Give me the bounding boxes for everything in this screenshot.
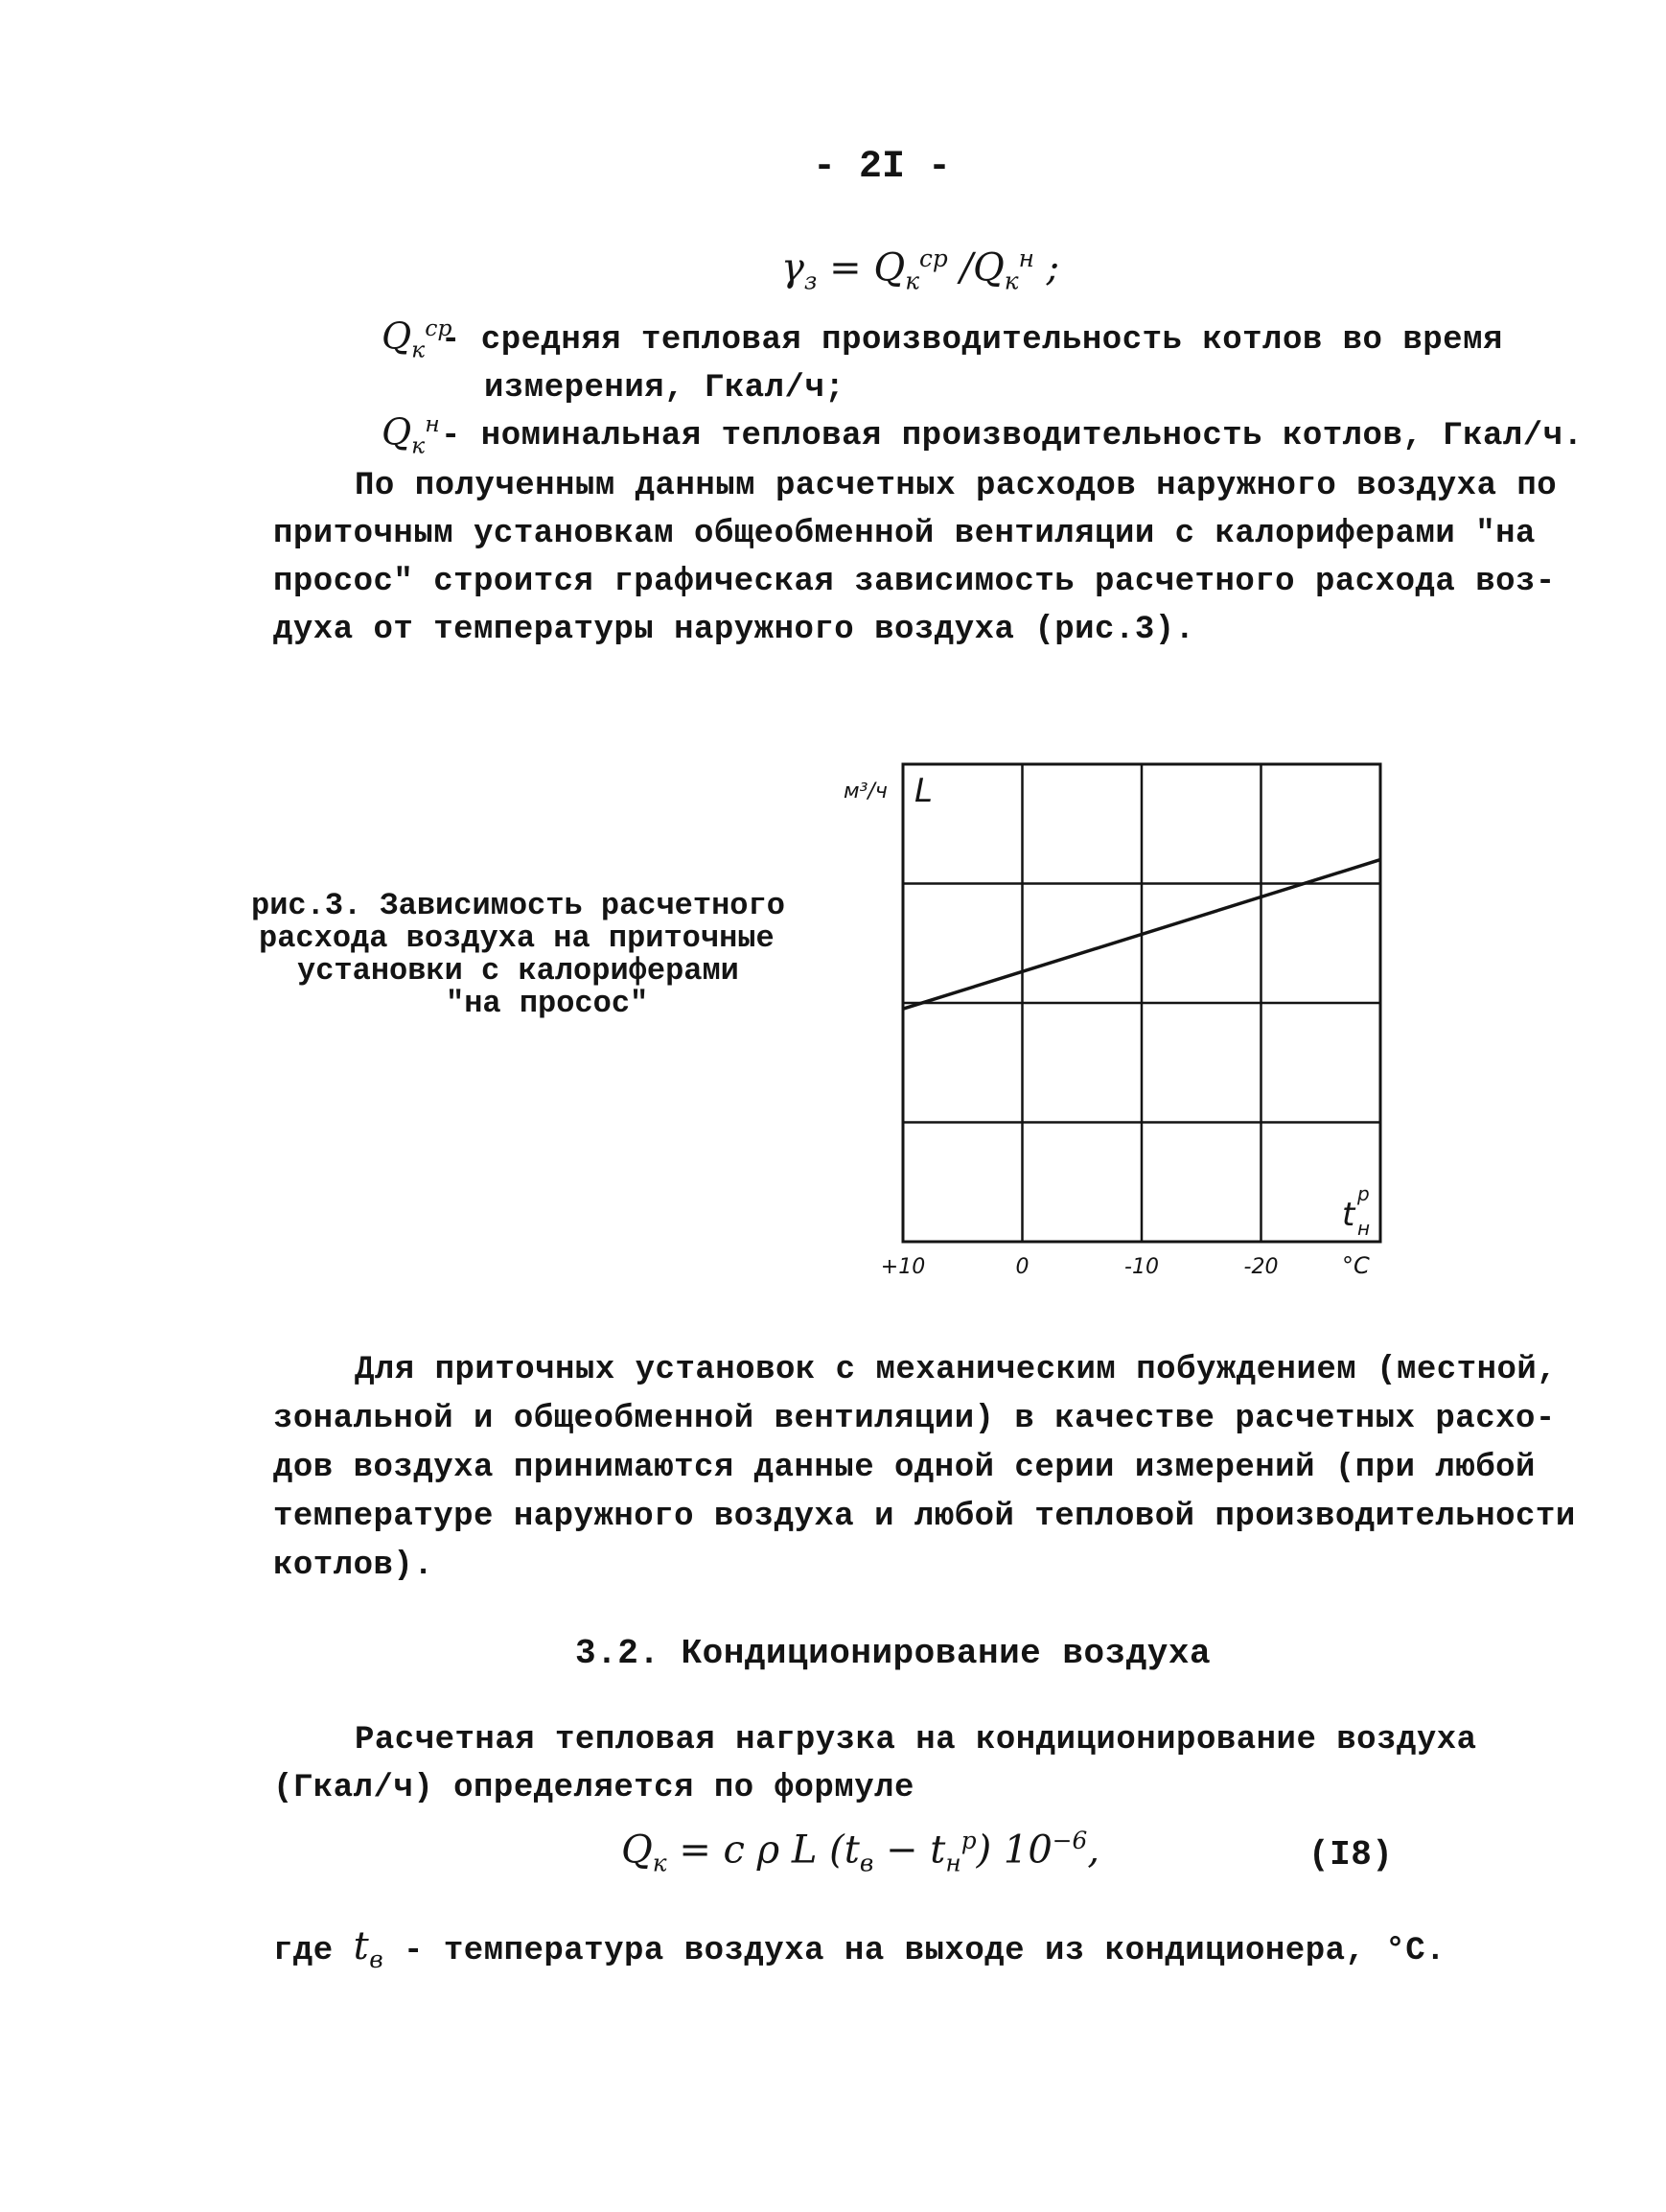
formula-18-q: Q: [621, 1828, 653, 1873]
x-tick-label: -10: [1124, 1255, 1159, 1279]
y-axis-label: L: [914, 772, 933, 810]
formula-gamma-sup1: ср: [919, 244, 948, 272]
formula-18-exp: −6: [1052, 1827, 1088, 1854]
where-prefix: где: [273, 1933, 334, 1969]
x-axis-label-main: t: [1342, 1196, 1355, 1234]
x-axis-label-sub: н: [1357, 1217, 1371, 1240]
where-symbol-t: t: [353, 1924, 370, 1968]
section-heading: 3.2. Кондиционирование воздуха: [575, 1634, 1212, 1673]
where-text: - температура воздуха на выходе из кондиционера,: [404, 1933, 1366, 1969]
definition-1-sub: к: [411, 336, 426, 363]
paragraph-3-line-2: (Гкал/ч) определяется по формуле: [273, 1770, 914, 1806]
definition-2-sup: н: [425, 410, 440, 437]
x-tick-label: +10: [880, 1255, 926, 1279]
paragraph-1-line-2: приточным установкам общеобменной вентиляции с калориферами "на: [273, 516, 1536, 552]
x-axis-label-sup: р: [1357, 1182, 1370, 1205]
formula-gamma-sup2: н: [1018, 244, 1034, 272]
formula-18: [621, 1827, 1099, 1876]
x-tick-label: 0: [1015, 1255, 1030, 1279]
x-axis-unit: °С: [1342, 1252, 1370, 1279]
definition-1-line-1: - средняя тепловая производительность котлов во время: [441, 322, 1503, 359]
formula-gamma-eq: = Q: [817, 245, 906, 291]
formula-18-tail: ) 10: [976, 1828, 1053, 1873]
chart-grid: [903, 764, 1380, 1242]
formula-18-comma: ,: [1087, 1828, 1100, 1873]
paragraph-3-line-1: Расчетная тепловая нагрузка на кондиционирование воздуха: [355, 1722, 1477, 1758]
formula-gamma-end: ;: [1033, 245, 1060, 291]
equation-number: (I8): [1308, 1835, 1394, 1874]
formula-18-tn-sub: н: [945, 1849, 961, 1877]
definition-2-line-1: - номинальная тепловая производительность котлов, Гкал/ч.: [441, 418, 1584, 454]
figure-caption-line-3: установки с калориферами: [297, 953, 739, 989]
formula-18-tb-sub: в: [859, 1849, 874, 1877]
definition-1-line-2: измерения, Гкал/ч;: [484, 370, 845, 407]
formula-18-q-sub: к: [652, 1849, 667, 1877]
definition-1-sym: Q: [382, 314, 412, 358]
chart-tick-labels: [881, 1255, 1279, 1279]
where-symbol-sub: в: [369, 1945, 384, 1973]
figure-caption-line-4: "на просос": [446, 986, 649, 1021]
where-symbol: [353, 1924, 384, 1973]
paragraph-2-line-5: котлов).: [273, 1548, 434, 1584]
paragraph-1-line-3: просос" строится графическая зависимость расчетного расхода воз-: [273, 564, 1556, 600]
figure-caption-line-1: рис.3. Зависимость расчетного: [251, 888, 785, 923]
paragraph-2-line-3: дов воздуха принимаются данные одной серии измерений (при любой: [273, 1450, 1536, 1486]
paragraph-2-line-1: Для приточных установок с механическим побуждением (местной,: [355, 1352, 1558, 1388]
figure-caption-line-2: расхода воздуха на приточные: [259, 920, 775, 956]
paragraph-1-line-1: По полученным данным расчетных расходов наружного воздуха по: [355, 468, 1558, 504]
formula-18-minus: − t: [873, 1828, 946, 1873]
formula-gamma-lhs-sub: з: [803, 267, 818, 295]
definition-1-sup: ср: [425, 314, 452, 341]
paragraph-2-line-4: температуре наружного воздуха и любой тепловой производительности: [273, 1499, 1576, 1535]
formula-gamma-slash: /Q: [947, 245, 1005, 291]
where-line: [273, 1922, 1446, 1984]
y-axis-unit: м³/ч: [844, 780, 888, 803]
formula-18-tn-sup: р: [960, 1827, 977, 1854]
paragraph-1-line-4: духа от температуры наружного воздуха (рис.3).: [273, 612, 1195, 648]
definition-2-sym: Q: [382, 410, 412, 454]
where-unit: °С.: [1385, 1933, 1446, 1969]
formula-gamma-sub1: к: [905, 267, 919, 295]
definition-2-sub: к: [411, 431, 426, 459]
formula-gamma-lhs: γ: [781, 245, 804, 291]
page-number: - 2I -: [813, 146, 952, 189]
x-axis-label: [1342, 1196, 1356, 1234]
x-tick-label: -20: [1243, 1255, 1279, 1279]
paragraph-2-line-2: зональной и общеобменной вентиляции) в качестве расчетных расхо-: [273, 1401, 1556, 1437]
formula-gamma-sub2: к: [1004, 267, 1019, 295]
formula-18-body: = c ρ L (t: [679, 1828, 860, 1873]
